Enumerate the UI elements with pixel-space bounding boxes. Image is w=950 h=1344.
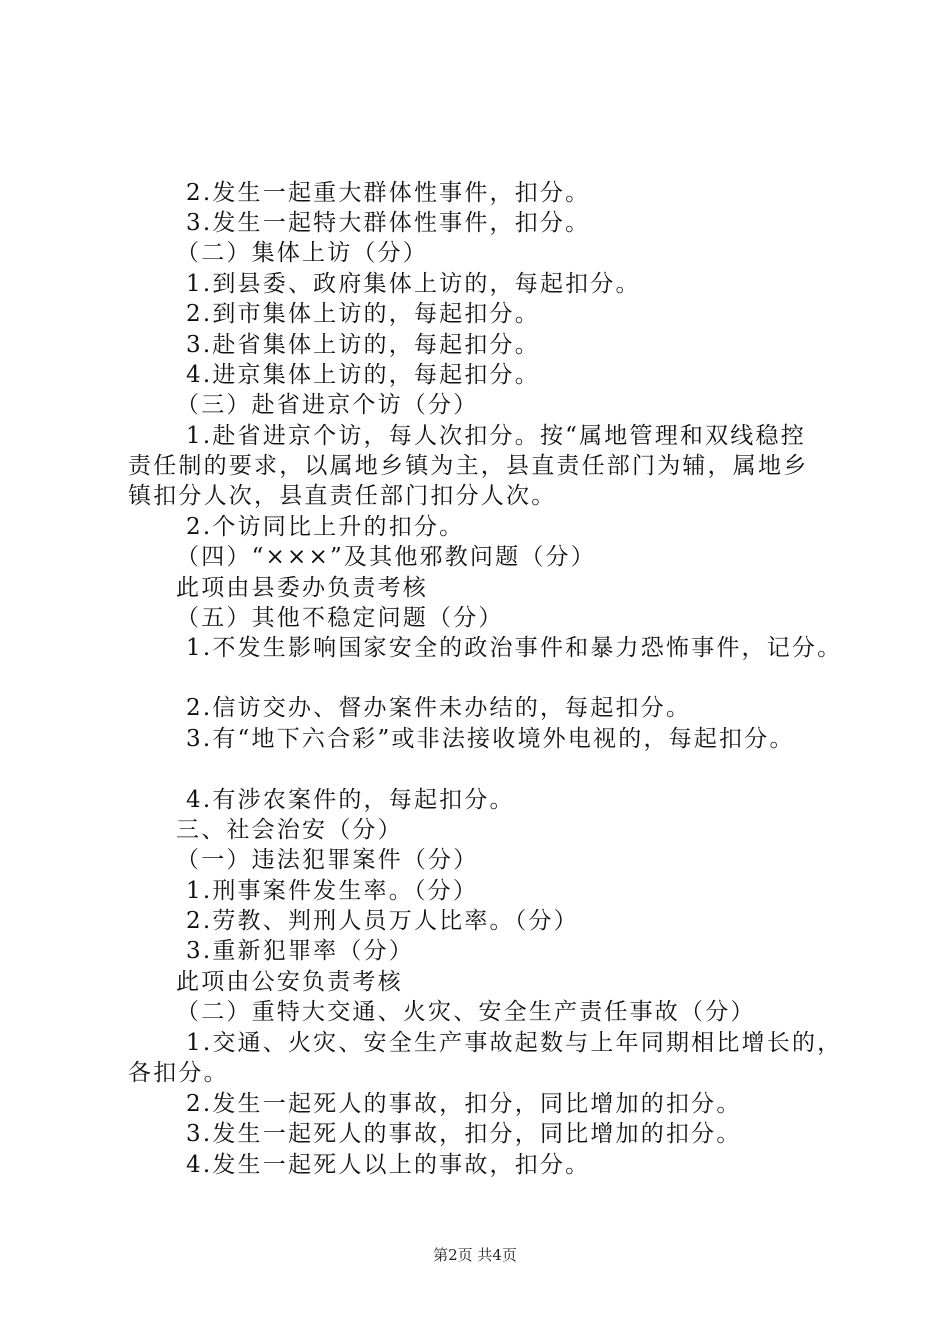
text-line: 镇扣分人次，县直责任部门扣分人次。 — [128, 483, 557, 509]
text-line: 2.发生一起死人的事故，扣分，同比增加的扣分。 — [186, 1091, 742, 1117]
text-line: 责任制的要求，以属地乡镇为主，县直责任部门为辅，属地乡 — [128, 453, 809, 479]
text-line: 1.不发生影响国家安全的政治事件和暴力恐怖事件，记分。 — [186, 635, 843, 661]
section-heading: （五）其他不稳定问题（分） — [176, 605, 504, 631]
text-line: 1.到县委、政府集体上访的，每起扣分。 — [186, 271, 641, 297]
section-heading: 三、社会治安（分） — [176, 817, 403, 843]
section-heading: （三）赴省进京个访（分） — [176, 392, 479, 418]
section-heading: （二）重特大交通、火灾、安全生产责任事故（分） — [176, 999, 756, 1025]
text-line: 3.发生一起死人的事故，扣分，同比增加的扣分。 — [186, 1121, 742, 1147]
text-line: 3.有“地下六合彩”或非法接收境外电视的，每起扣分。 — [186, 726, 795, 752]
section-heading: （四）“×××”及其他邪教问题（分） — [176, 544, 596, 570]
text-line: 各扣分。 — [128, 1060, 229, 1086]
section-heading: （一）违法犯罪案件（分） — [176, 847, 479, 873]
text-line: 1.刑事案件发生率。（分） — [186, 878, 479, 904]
text-line: 1.交通、火灾、安全生产事故起数与上年同期相比增长的， — [186, 1030, 843, 1056]
text-line: 2.劳教、判刑人员万人比率。（分） — [186, 908, 579, 934]
text-line: 3.发生一起特大群体性事件，扣分。 — [186, 210, 591, 236]
text-line: 2.发生一起重大群体性事件，扣分。 — [186, 180, 591, 206]
text-line: 4.发生一起死人以上的事故，扣分。 — [186, 1152, 591, 1178]
text-line: 此项由县委办负责考核 — [176, 575, 428, 601]
section-heading: （二）集体上访（分） — [176, 240, 428, 266]
text-line: 3.赴省集体上访的，每起扣分。 — [186, 332, 540, 358]
text-line: 4.有涉农案件的，每起扣分。 — [186, 787, 515, 813]
text-line: 2.个访同比上升的扣分。 — [186, 514, 465, 540]
text-line: 此项由公安负责考核 — [176, 969, 403, 995]
text-line: 3.重新犯罪率（分） — [186, 938, 414, 964]
text-line: 2.信访交办、督办案件未办结的，每起扣分。 — [186, 695, 692, 721]
text-line: 4.进京集体上访的，每起扣分。 — [186, 362, 540, 388]
text-line: 1.赴省进京个访，每人次扣分。按“属地管理和双线稳控 — [186, 423, 806, 449]
text-line: 2.到市集体上访的，每起扣分。 — [186, 301, 540, 327]
page-footer: 第2页 共4页 — [433, 1246, 517, 1264]
